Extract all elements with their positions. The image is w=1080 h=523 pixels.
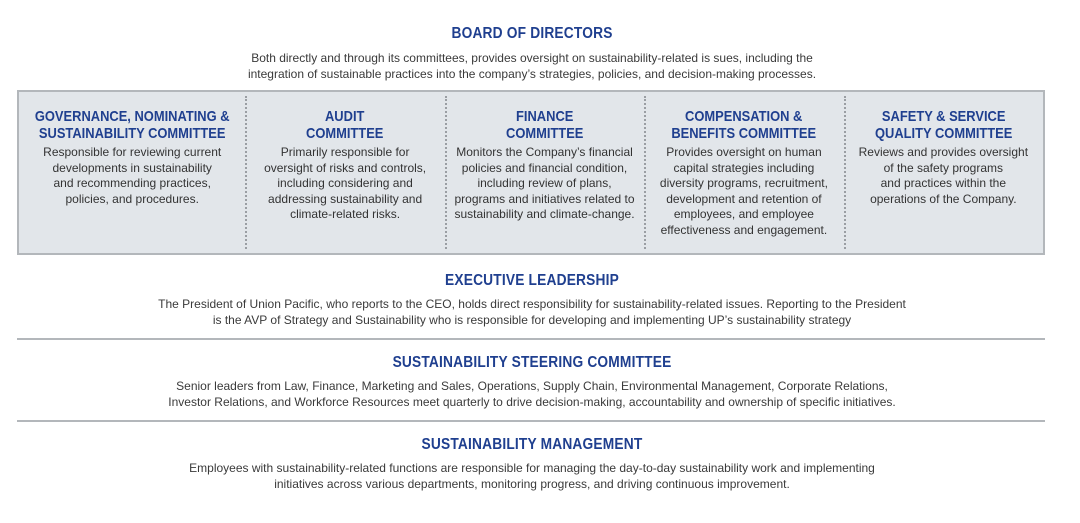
- committee-safety: [844, 92, 1043, 253]
- committee-desc-line: development and retention of: [666, 191, 822, 206]
- committee-title: [259, 108, 430, 142]
- board-line-2: integration of sustainable practices into the company’s strategies, policies, and decision-making processes.: [247, 67, 817, 81]
- committee-desc-line: employees, and employee: [673, 207, 814, 221]
- committee-desc-line: Provides oversight on human: [666, 145, 822, 159]
- management-description: [0, 460, 1064, 492]
- committee-description: [445, 145, 644, 223]
- committee-desc-line: effectiveness and engagement.: [660, 222, 828, 237]
- committees-panel: [17, 90, 1045, 255]
- committee-desc-line: programs and initiatives related to: [454, 191, 635, 206]
- executive-line-2: is the AVP of Strategy and Sustainability who is responsible for developing and implementing UP’s sustainability strategy: [212, 313, 852, 327]
- committee-title-line: COMMITTEE: [505, 125, 584, 142]
- committee-desc-line: developments in sustainability: [52, 160, 212, 175]
- committee-title: [35, 108, 230, 142]
- steering-line-2: Investor Relations, and Workforce Resources meet quarterly to drive decision-making, accountability and ownership of specific initiatives.: [168, 395, 896, 409]
- board-title: BOARD OF DIRECTORS: [451, 25, 613, 42]
- committee-desc-line: operations of the Company.: [870, 191, 1017, 206]
- committee-title-line: FINANCE: [515, 108, 574, 125]
- committee-compensation: [644, 92, 843, 253]
- committee-description: [644, 145, 843, 238]
- committee-title-line: COMMITTEE: [306, 125, 384, 142]
- committee-desc-line: Reviews and provides oversight: [858, 145, 1029, 159]
- management-line-2: initiatives across various departments, monitoring progress, and driving continuous improvement.: [274, 477, 790, 491]
- committee-title-line: GOVERNANCE, NOMINATING &: [34, 108, 230, 125]
- committee-finance: [445, 92, 644, 253]
- section-divider: [17, 338, 1045, 340]
- committee-desc-line: policies, and procedures.: [65, 191, 199, 206]
- executive-title: EXECUTIVE LEADERSHIP: [445, 272, 619, 289]
- committee-audit: [245, 92, 444, 253]
- committee-desc-line: Primarily responsible for: [280, 145, 410, 159]
- steering-line-1: Senior leaders from Law, Finance, Marketing and Sales, Operations, Supply Chain, Environmental Management, Corporate Relations,: [176, 379, 888, 393]
- committee-description: [19, 145, 245, 207]
- steering-title: SUSTAINABILITY STEERING COMMITTEE: [392, 354, 672, 371]
- executive-line-1: The President of Union Pacific, who reports to the CEO, holds direct responsibility for sustainability-related issues. Reporting to the President: [158, 297, 906, 311]
- committee-title-line: BENEFITS COMMITTEE: [671, 125, 817, 142]
- committee-title-line: SUSTAINABILITY COMMITTEE: [38, 125, 226, 142]
- committee-desc-line: sustainability and climate-change.: [454, 207, 635, 221]
- committee-desc-line: diversity programs, recruitment,: [659, 176, 828, 190]
- committee-desc-line: oversight of risks and controls,: [264, 160, 427, 175]
- committee-desc-line: including considering and: [277, 176, 413, 190]
- management-title: SUSTAINABILITY MANAGEMENT: [421, 436, 643, 453]
- executive-description: [0, 296, 1064, 328]
- committee-desc-line: and recommending practices,: [53, 176, 211, 190]
- committee-desc-line: policies and financial condition,: [461, 160, 628, 175]
- committee-title-line: SAFETY & SERVICE: [881, 108, 1006, 125]
- committee-desc-line: of the safety programs: [883, 160, 1004, 175]
- management-line-1: Employees with sustainability-related functions are responsible for managing the day-to-day sustainability work and implementing: [189, 461, 875, 475]
- committee-description: [844, 145, 1043, 207]
- committee-desc-line: addressing sustainability and: [268, 191, 423, 206]
- committee-title-line: QUALITY COMMITTEE: [874, 125, 1013, 142]
- committee-desc-line: Responsible for reviewing current: [43, 145, 222, 159]
- section-divider: [17, 420, 1045, 422]
- committee-governance: [19, 92, 245, 253]
- committee-desc-line: capital strategies including: [673, 160, 815, 175]
- steering-description: [0, 378, 1064, 410]
- committee-desc-line: including review of plans,: [477, 176, 612, 190]
- committee-title: [858, 108, 1029, 142]
- committee-title-line: COMPENSATION &: [685, 108, 803, 125]
- committee-desc-line: climate-related risks.: [290, 207, 401, 221]
- committee-desc-line: Monitors the Company’s financial: [456, 145, 633, 159]
- committee-title: [459, 108, 630, 142]
- board-description: [0, 50, 1064, 82]
- board-line-1: Both directly and through its committees, provides oversight on sustainability-related is sues, including the: [251, 51, 813, 65]
- committee-description: [245, 145, 444, 223]
- committee-title: [658, 108, 829, 142]
- committee-title-line: AUDIT: [325, 108, 365, 125]
- committee-desc-line: and practices within the: [880, 176, 1007, 190]
